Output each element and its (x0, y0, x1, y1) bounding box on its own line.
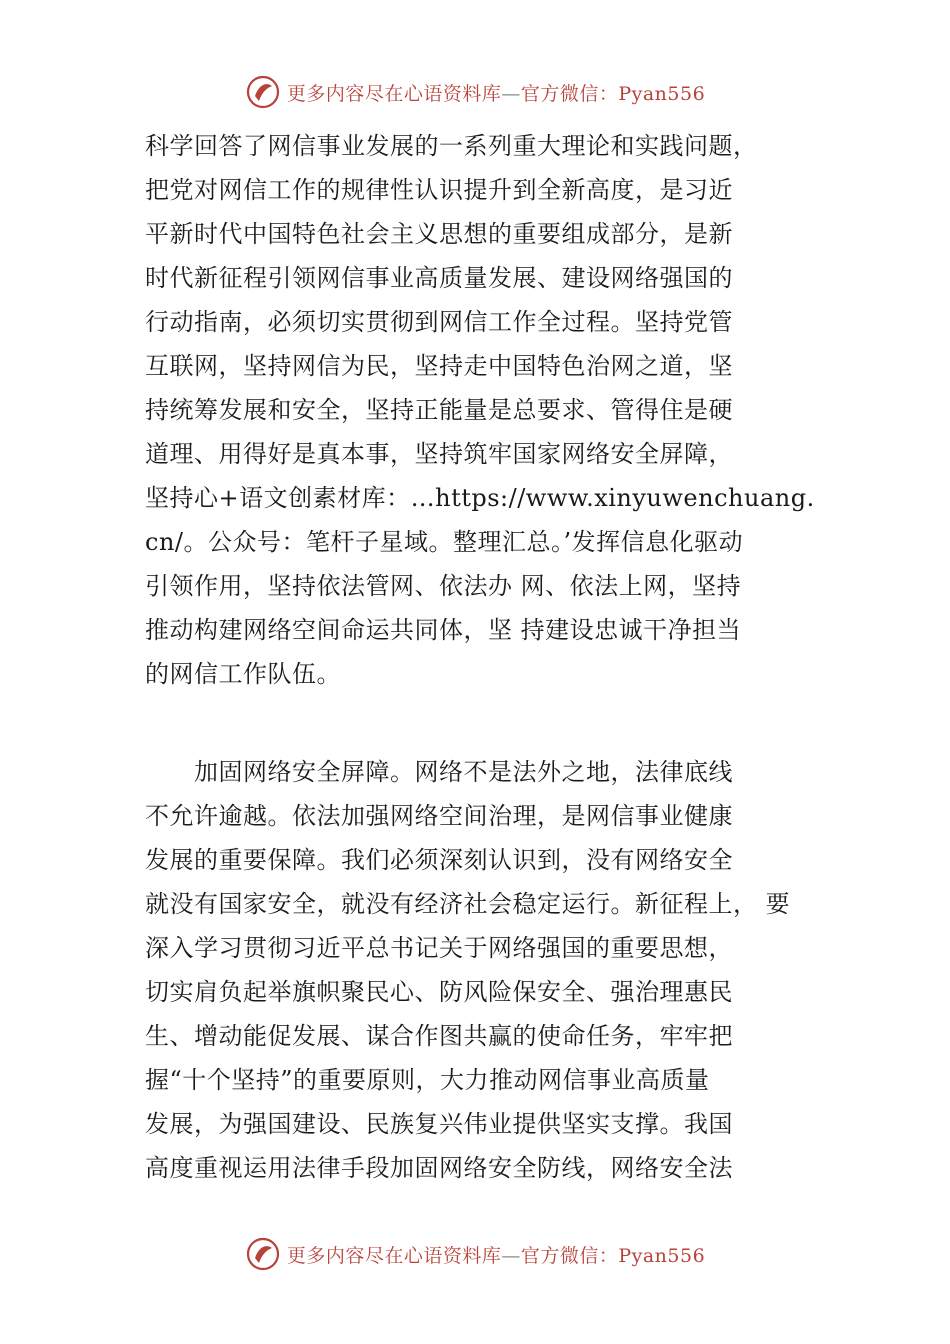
text-line: 的网信工作队伍。 (145, 660, 341, 688)
paragraph-2 (145, 750, 835, 1190)
text-line: 坚持心+语文创素材库：…https://www.xinyuwenchuang. (145, 484, 815, 512)
footer-watermark (0, 1232, 950, 1276)
paragraph-gap (145, 696, 835, 750)
text-line: 生、增动能促发展、谋合作图共赢的使命任务，牢牢把 (145, 1022, 733, 1050)
text-line: 不允许逾越。依法加强网络空间治理，是网信事业健康 (145, 802, 733, 830)
text-line: 发展的重要保障。我们必须深刻认识到，没有网络安全 (145, 846, 733, 874)
text-line: 互联网，坚持网信为民，坚持走中国特色治网之道，坚 (145, 352, 733, 380)
text-line: 科学回答了网信事业发展的一系列重大理论和实践问题， (145, 132, 758, 160)
logo-icon (245, 1236, 281, 1272)
text-line: 推动构建网络空间命运共同体，坚 持建设忠诚干净担当 (145, 616, 742, 644)
text-line: 发展，为强国建设、民族复兴伟业提供坚实支撑。我国 (145, 1110, 733, 1138)
text-line: 加固网络安全屏障。网络不是法外之地，法律底线 (145, 758, 733, 786)
header-watermark (0, 70, 950, 114)
text-line: 道理、用得好是真本事，坚持筑牢国家网络安全屏障， (145, 440, 733, 468)
text-line: 引领作用，坚持依法管网、依法办 网、依法上网，坚持 (145, 572, 742, 600)
paragraph-1 (145, 124, 835, 696)
watermark-text: 更多内容尽在心语资料库—官方微信：Pyan556 (286, 82, 706, 105)
text-line: cn/。公众号：笔杆子星域。整理汇总。’发挥信息化驱动 (145, 528, 744, 556)
watermark-text: 更多内容尽在心语资料库—官方微信：Pyan556 (286, 1244, 706, 1267)
text-line: 把党对网信工作的规律性认识提升到全新高度，是习近 (145, 176, 733, 204)
document-body (145, 124, 835, 1190)
text-line: 握“十个坚持”的重要原则，大力推动网信事业高质量 (145, 1066, 710, 1094)
text-line: 深入学习贯彻习近平总书记关于网络强国的重要思想， (145, 934, 733, 962)
logo-icon (245, 74, 281, 110)
text-line: 就没有国家安全，就没有经济社会稳定运行。新征程上， 要 (145, 890, 791, 918)
text-line: 时代新征程引领网信事业高质量发展、建设网络强国的 (145, 264, 733, 292)
text-line: 行动指南，必须切实贯彻到网信工作全过程。坚持党管 (145, 308, 733, 336)
text-line: 切实肩负起举旗帜聚民心、防风险保安全、强治理惠民 (145, 978, 733, 1006)
text-line: 持统筹发展和安全，坚持正能量是总要求、管得住是硬 (145, 396, 733, 424)
text-line: 平新时代中国特色社会主义思想的重要组成部分，是新 (145, 220, 733, 248)
text-line: 高度重视运用法律手段加固网络安全防线，网络安全法 (145, 1154, 733, 1182)
